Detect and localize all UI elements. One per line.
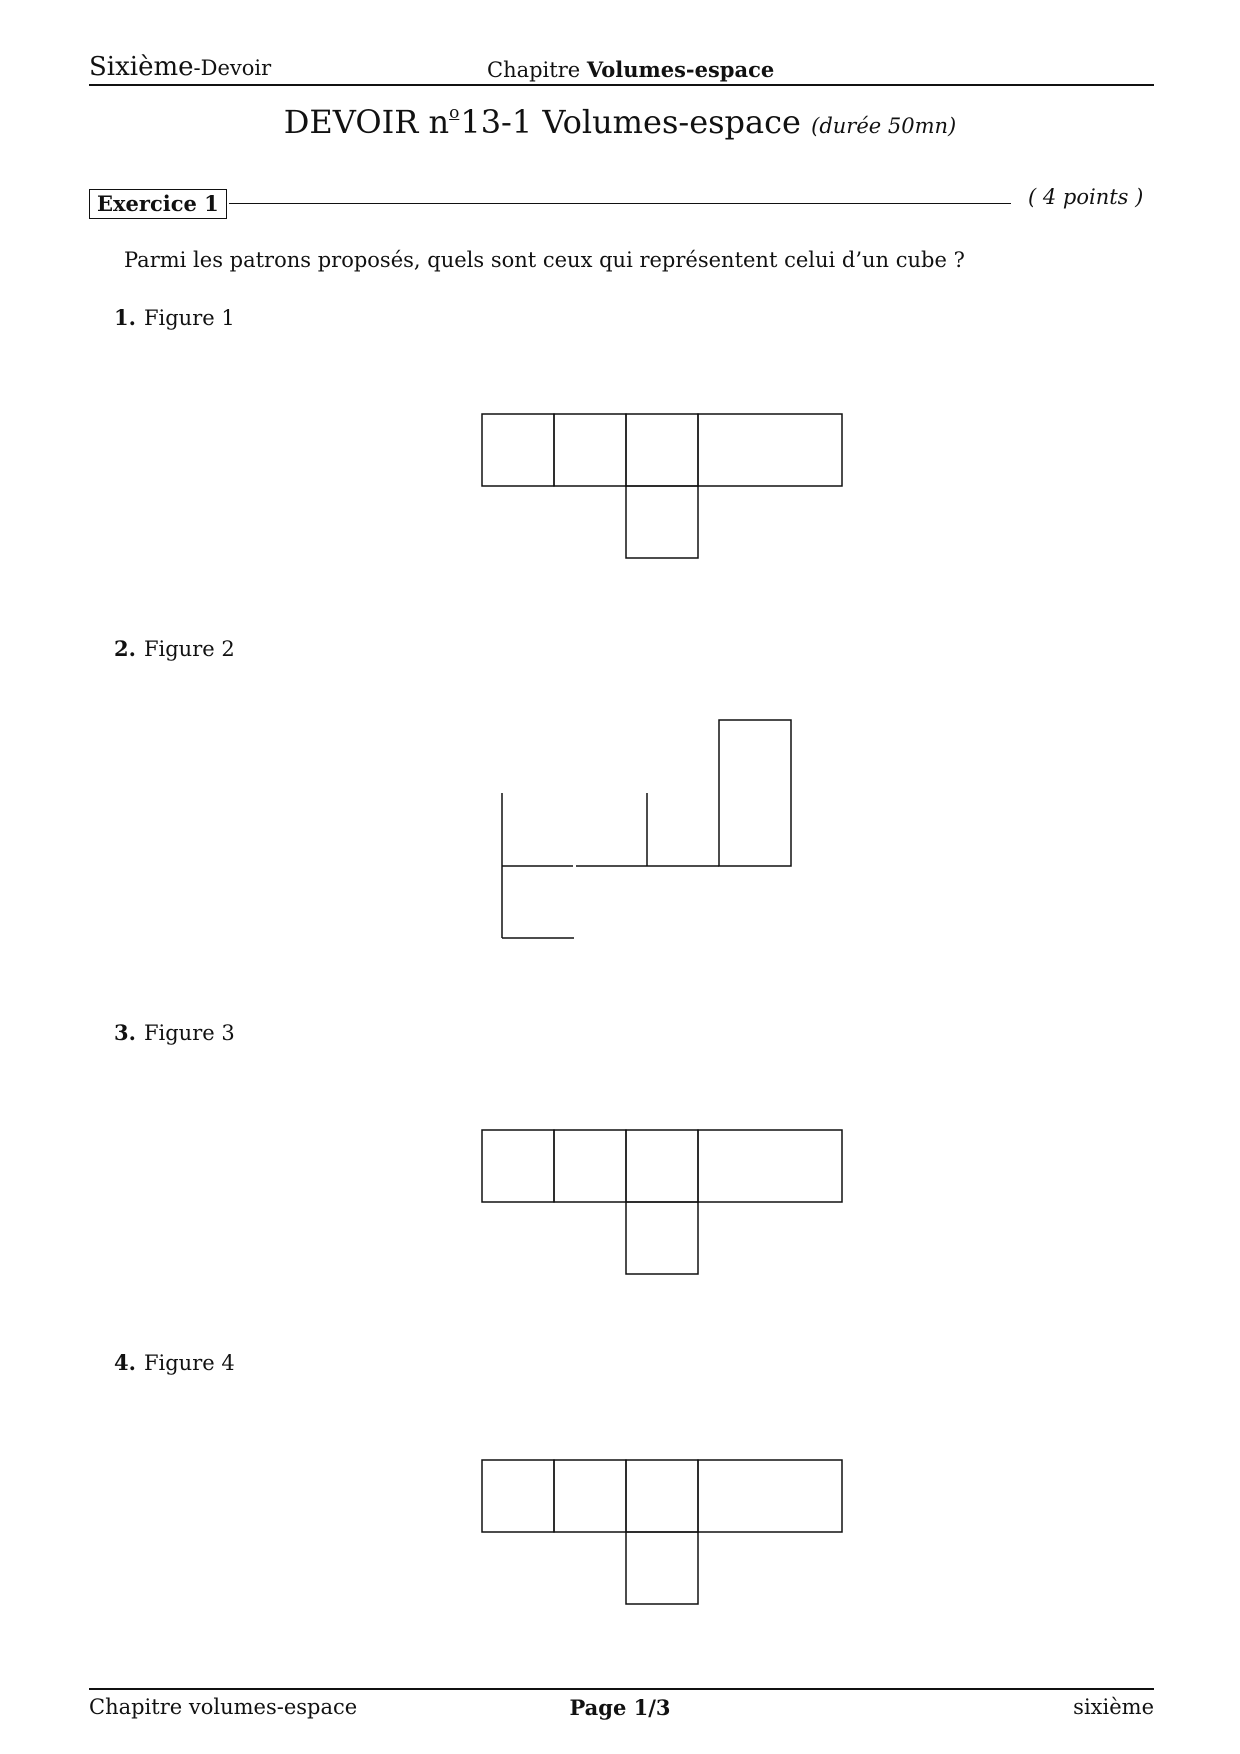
exercise-points: ( 4 points ) bbox=[1028, 185, 1144, 209]
list-item bbox=[114, 636, 235, 661]
page-title bbox=[0, 103, 1240, 141]
list-item bbox=[114, 1020, 235, 1045]
header-level: Sixième bbox=[89, 52, 194, 82]
net-face bbox=[482, 1130, 554, 1202]
header-type: -Devoir bbox=[193, 56, 272, 80]
footer-left: Chapitre volumes-espace bbox=[89, 1695, 358, 1719]
header-center bbox=[487, 57, 774, 82]
footer-right: sixième bbox=[1073, 1695, 1154, 1719]
net-face bbox=[626, 486, 698, 558]
net-face bbox=[626, 1460, 698, 1532]
exercise-instruction: Parmi les patrons proposés, quels sont ceux qui représentent celui d’un cube ? bbox=[124, 248, 965, 272]
title-duration: (durée 50mn) bbox=[811, 114, 957, 138]
item-number: 2. bbox=[114, 636, 136, 661]
list-item bbox=[114, 305, 235, 330]
exercise-rule bbox=[229, 203, 1011, 204]
net-face bbox=[554, 1130, 626, 1202]
net-face bbox=[482, 414, 554, 486]
net-face bbox=[719, 720, 791, 866]
title-superscript: o bbox=[449, 103, 460, 123]
exercise-label: Exercice 1 bbox=[89, 189, 227, 219]
item-label: Figure 4 bbox=[143, 1351, 235, 1375]
net-face bbox=[626, 1130, 698, 1202]
item-label: Figure 2 bbox=[143, 637, 235, 661]
header-left bbox=[89, 52, 271, 82]
figure-3-net bbox=[480, 1128, 850, 1278]
net-face bbox=[482, 1460, 554, 1532]
net-face bbox=[554, 1460, 626, 1532]
net-face bbox=[554, 414, 626, 486]
title-number: 13-1 Volumes-espace bbox=[460, 103, 801, 141]
net-face bbox=[626, 414, 698, 486]
title-main: DEVOIR n bbox=[283, 103, 450, 141]
header-chapter-prefix: Chapitre bbox=[487, 58, 581, 82]
item-label: Figure 1 bbox=[143, 306, 235, 330]
header-rule bbox=[89, 84, 1154, 86]
net-face bbox=[698, 414, 842, 486]
net-face bbox=[698, 1460, 842, 1532]
item-number: 4. bbox=[114, 1350, 136, 1375]
net-face bbox=[626, 1202, 698, 1274]
net-face bbox=[626, 1532, 698, 1604]
item-label: Figure 3 bbox=[143, 1021, 235, 1045]
list-item bbox=[114, 1350, 235, 1375]
page-number: Page 1/3 bbox=[569, 1695, 671, 1720]
figure-2-net bbox=[500, 718, 795, 943]
header-chapter-name: Volumes-espace bbox=[586, 57, 775, 82]
net-face bbox=[698, 1130, 842, 1202]
item-number: 3. bbox=[114, 1020, 136, 1045]
figure-1-net bbox=[480, 412, 850, 562]
item-number: 1. bbox=[114, 305, 136, 330]
figure-4-net bbox=[480, 1458, 850, 1608]
footer-rule bbox=[89, 1688, 1154, 1690]
